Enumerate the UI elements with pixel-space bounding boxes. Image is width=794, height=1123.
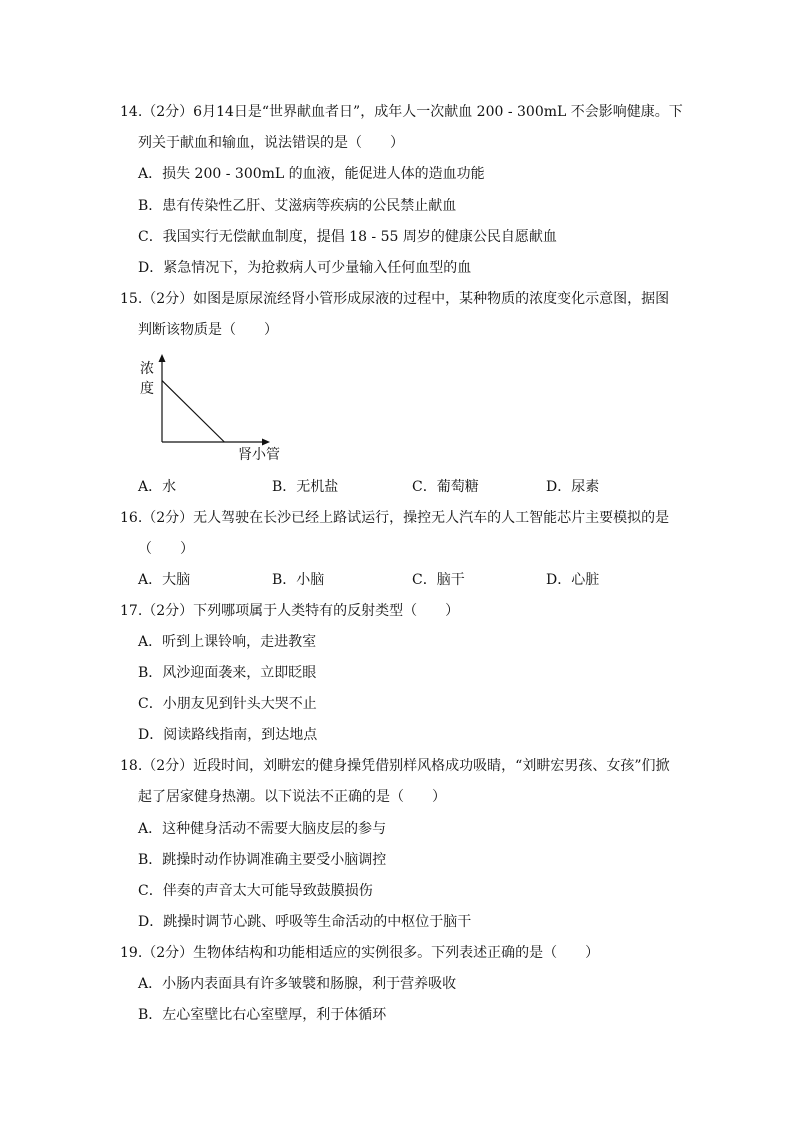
y-axis-label-line-1: 浓 [140,361,154,377]
question-15-options [0,477,794,497]
question-19-option-b[interactable]: B．左心室壁比右心室壁厚，利于体循环 [138,1007,387,1023]
question-15-option-b[interactable]: B．无机盐 [272,479,339,495]
concentration-chart [128,350,298,470]
question-15-stem-line-2: 判断该物质是（ ） [138,322,278,338]
question-16-stem-line-2: （ ） [138,541,194,557]
question-16-stem-line-1: 16.（2分）无人驾驶在长沙已经上路试运行，操控无人汽车的人工智能芯片主要模拟的是 [120,510,670,526]
question-18-option-d[interactable]: D．跳操时调节心跳、呼吸等生命活动的中枢位于脑干 [138,914,472,930]
question-17-option-d[interactable]: D．阅读路线指南，到达地点 [138,727,318,743]
concentration-line [162,381,224,442]
question-16-option-d[interactable]: D．心脏 [546,572,600,588]
question-18-option-b[interactable]: B．跳操时动作协调准确主要受小脑调控 [138,852,387,868]
question-14-option-a[interactable]: A．损失 200 - 300mL 的血液，能促进人体的造血功能 [138,166,485,182]
question-17-option-a[interactable]: A．听到上课铃响，走进教室 [138,634,317,650]
question-14-option-c[interactable]: C．我国实行无偿献血制度，提倡 18 - 55 周岁的健康公民自愿献血 [138,229,557,245]
question-16-option-b[interactable]: B．小脑 [272,572,325,588]
question-17-stem: 17.（2分）下列哪项属于人类特有的反射类型（ ） [120,603,460,619]
question-14-option-d[interactable]: D．紧急情况下，为抢救病人可少量输入任何血型的血 [138,260,472,276]
question-16-option-a[interactable]: A．大脑 [138,572,191,588]
y-axis-label-line-2: 度 [140,381,154,397]
question-17-option-b[interactable]: B．风沙迎面袭来，立即眨眼 [138,665,317,681]
question-19-stem: 19.（2分）生物体结构和功能相适应的实例很多。下列表述正确的是（ ） [120,945,600,961]
x-axis-label: 肾小管 [238,447,280,463]
question-14-stem-line-1: 14.（2分）6月14日是“世界献血者日”，成年人一次献血 200 - 300mL 不会影响健康。下 [120,104,683,120]
question-18-stem-line-2: 起了居家健身热潮。以下说法不正确的是（ ） [138,789,446,805]
question-15-option-c[interactable]: C．葡萄糖 [412,479,479,495]
question-15-stem-line-1: 15.（2分）如图是原尿流经肾小管形成尿液的过程中，某种物质的浓度变化示意图，据图 [120,291,670,307]
question-15-option-d[interactable]: D．尿素 [546,479,600,495]
question-18-option-a[interactable]: A．这种健身活动不需要大脑皮层的参与 [138,821,387,837]
question-14-option-b[interactable]: B．患有传染性乙肝、艾滋病等疾病的公民禁止献血 [138,198,457,214]
series-group [162,381,224,442]
y-axis-arrow [159,354,166,362]
question-15-option-a[interactable]: A．水 [138,479,177,495]
question-19-option-a[interactable]: A．小肠内表面具有许多皱襞和肠腺，利于营养吸收 [138,976,457,992]
question-16-options [0,570,794,590]
question-18-stem-line-1: 18.（2分）近段时间，刘畊宏的健身操凭借别样风格成功吸睛，“刘畊宏男孩、女孩”们掀 [120,758,670,774]
question-16-option-c[interactable]: C．脑干 [412,572,465,588]
x-axis-arrow [262,439,270,446]
question-17-option-c[interactable]: C．小朋友见到针头大哭不止 [138,696,317,712]
question-14-stem-line-2: 列关于献血和输血，说法错误的是（ ） [138,135,404,151]
question-18-option-c[interactable]: C．伴奏的声音太大可能导致鼓膜损伤 [138,883,373,899]
